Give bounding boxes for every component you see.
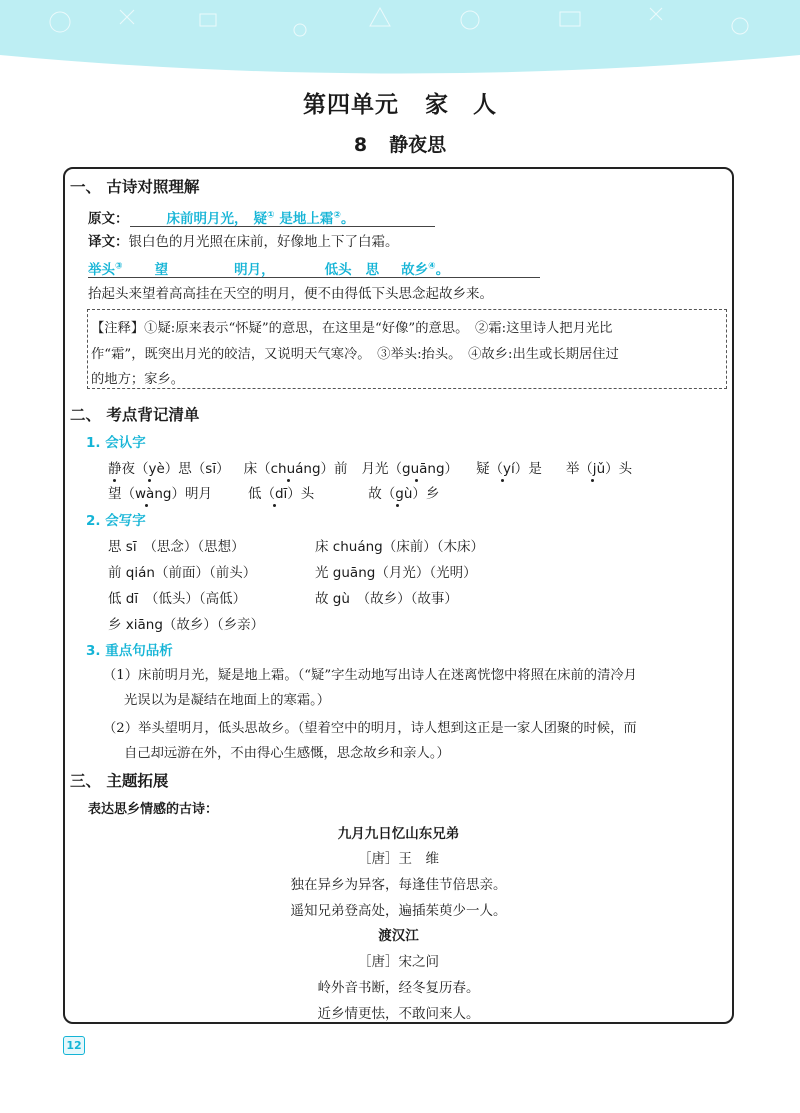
- poem1-author: ［唐］王 维: [358, 851, 439, 867]
- char-gu: 故（gù）: [368, 482, 426, 502]
- char-di: 低（dī）: [248, 482, 301, 502]
- page-number: 12: [63, 1036, 85, 1055]
- write-right-2: 光 guāng（月光）（光明）: [315, 565, 477, 581]
- translation-label: 译文：: [88, 234, 129, 250]
- note-marker-3: ③: [115, 261, 123, 272]
- verse2-ditou: 低头: [324, 262, 352, 278]
- poem2-title: 渡汉江: [378, 928, 419, 944]
- write-left-3: 低 dī （低头）（高低）: [108, 591, 247, 607]
- poem2-line-2: 近乡情更怯，不敢问来人。: [317, 1006, 480, 1022]
- translation-text-2: 抬起头来望着高高挂在天空的明月，便不由得低下头思念起故乡来。: [88, 286, 493, 302]
- note-marker-4: ④: [428, 261, 436, 272]
- char-yi: 疑（yí）: [476, 457, 528, 477]
- analysis-1-line-2: 光误以为是凝结在地面上的寒霜。）: [124, 693, 331, 708]
- notes-line-3: 的地方；家乡。: [91, 372, 185, 387]
- char-yue: 月: [361, 461, 376, 477]
- poem2-line-1: 岭外音书断，经冬复历春。: [317, 980, 480, 996]
- char-wang: 望（wàng）: [108, 482, 185, 502]
- note-marker-2: ②: [333, 210, 341, 221]
- poem1-line-1: 独在异乡为异客，每逢佳节倍思亲。: [290, 877, 507, 893]
- sub-heading-write: 2. 会写字: [86, 513, 146, 529]
- section1-heading: 一、 古诗对照理解: [70, 178, 200, 196]
- write-left-4: 乡 xiāng（故乡）（乡亲）: [108, 617, 265, 633]
- recognize-row-2: [108, 482, 439, 502]
- sub-heading-analysis: 3. 重点句品析: [86, 643, 173, 659]
- verse2-underline: [88, 277, 540, 278]
- original-text-a: 床前明月光，: [166, 211, 248, 227]
- original-text-b: 疑: [253, 211, 267, 227]
- verse2-guxiang: 故乡: [401, 262, 429, 278]
- poem1-title: 九月九日忆山东兄弟: [337, 826, 460, 842]
- verse2-period: 。: [435, 262, 450, 278]
- write-left-2: 前 qián（前面）（前头）: [108, 565, 257, 581]
- poem1-line-2: 遥知兄弟登高处，遍插茱萸少一人。: [290, 903, 507, 919]
- write-right-1: 床 chuáng（床前）（木床）: [315, 539, 484, 555]
- unit-number: 第四单元: [303, 92, 399, 118]
- original-line: [88, 207, 354, 227]
- char-qian: 前: [334, 461, 348, 477]
- unit-title: [0, 86, 800, 119]
- verse2-si: 思: [365, 262, 380, 278]
- poem2-author: ［唐］宋之问: [358, 954, 439, 970]
- char-ju: 举（jǔ）: [566, 457, 619, 477]
- lesson-title: [0, 130, 800, 157]
- char-xiang: 乡: [425, 486, 440, 502]
- analysis-2-line-2: 自己却远游在外，不由得心生感慨，思念故乡和亲人。）: [124, 746, 450, 761]
- translation-line-1: [88, 230, 399, 250]
- char-ye: 夜（yè）: [122, 457, 179, 477]
- original-text-d: 。: [340, 211, 355, 227]
- note-marker-1: ①: [267, 210, 275, 221]
- write-left-1: 思 sī （思念）（思想）: [108, 539, 245, 555]
- sub-heading-recognize: 1. 会认字: [86, 435, 146, 451]
- translation-text-1: 银白色的月光照在床前，好像地上下了白霜。: [128, 234, 399, 250]
- char-guang: 光（guāng）: [375, 457, 458, 477]
- analysis-1-line-1: （1）床前明月光，疑是地上霜。（“疑”字生动地写出诗人在迷离恍惚中将照在床前的清冷月: [103, 668, 637, 683]
- original-underline: [130, 226, 435, 227]
- theme-intro: 表达思乡情感的古诗：: [88, 802, 219, 817]
- char-tou: 头: [618, 461, 633, 477]
- char-mingyue: 明月: [184, 486, 212, 502]
- char-chuang: 床（chuáng）: [244, 457, 334, 477]
- section2-heading: 二、 考点背记清单: [70, 406, 200, 424]
- original-label: 原文：: [88, 211, 129, 227]
- char-jing: 静: [108, 457, 122, 477]
- analysis-2-line-1: （2）举头望明月，低头思故乡。（望着空中的明月，诗人想到这正是一家人团聚的时候，而: [103, 721, 637, 736]
- lesson-number: 8: [353, 134, 368, 156]
- verse2-wang: 望: [154, 262, 169, 278]
- verse2-mingyue: 明月，: [234, 262, 275, 278]
- original-text-c: 是地上霜: [274, 211, 334, 227]
- lesson-name: 静夜思: [389, 134, 447, 156]
- recognize-row-1: [108, 457, 632, 477]
- char-tou-2: 头: [300, 486, 315, 502]
- verse2-jutou: 举头: [88, 262, 115, 278]
- verse2-line: [88, 258, 449, 278]
- unit-name: 家 人: [425, 92, 497, 118]
- char-shi: 是: [528, 461, 542, 477]
- header-band: [0, 0, 800, 150]
- notes-line-1: 【注释】①疑:原来表示“怀疑”的意思，在这里是“好像”的意思。 ②霜:这里诗人把月光比: [91, 321, 613, 336]
- notes-line-2: 作“霜”，既突出月光的皎洁，又说明天气寒冷。 ③举头:抬头。 ④故乡:出生或长期居住过: [91, 347, 619, 362]
- section3-heading: 三、 主题拓展: [70, 772, 169, 790]
- char-si: 思（sī）: [178, 461, 230, 477]
- write-right-3: 故 gù （故乡）（故事）: [315, 591, 458, 607]
